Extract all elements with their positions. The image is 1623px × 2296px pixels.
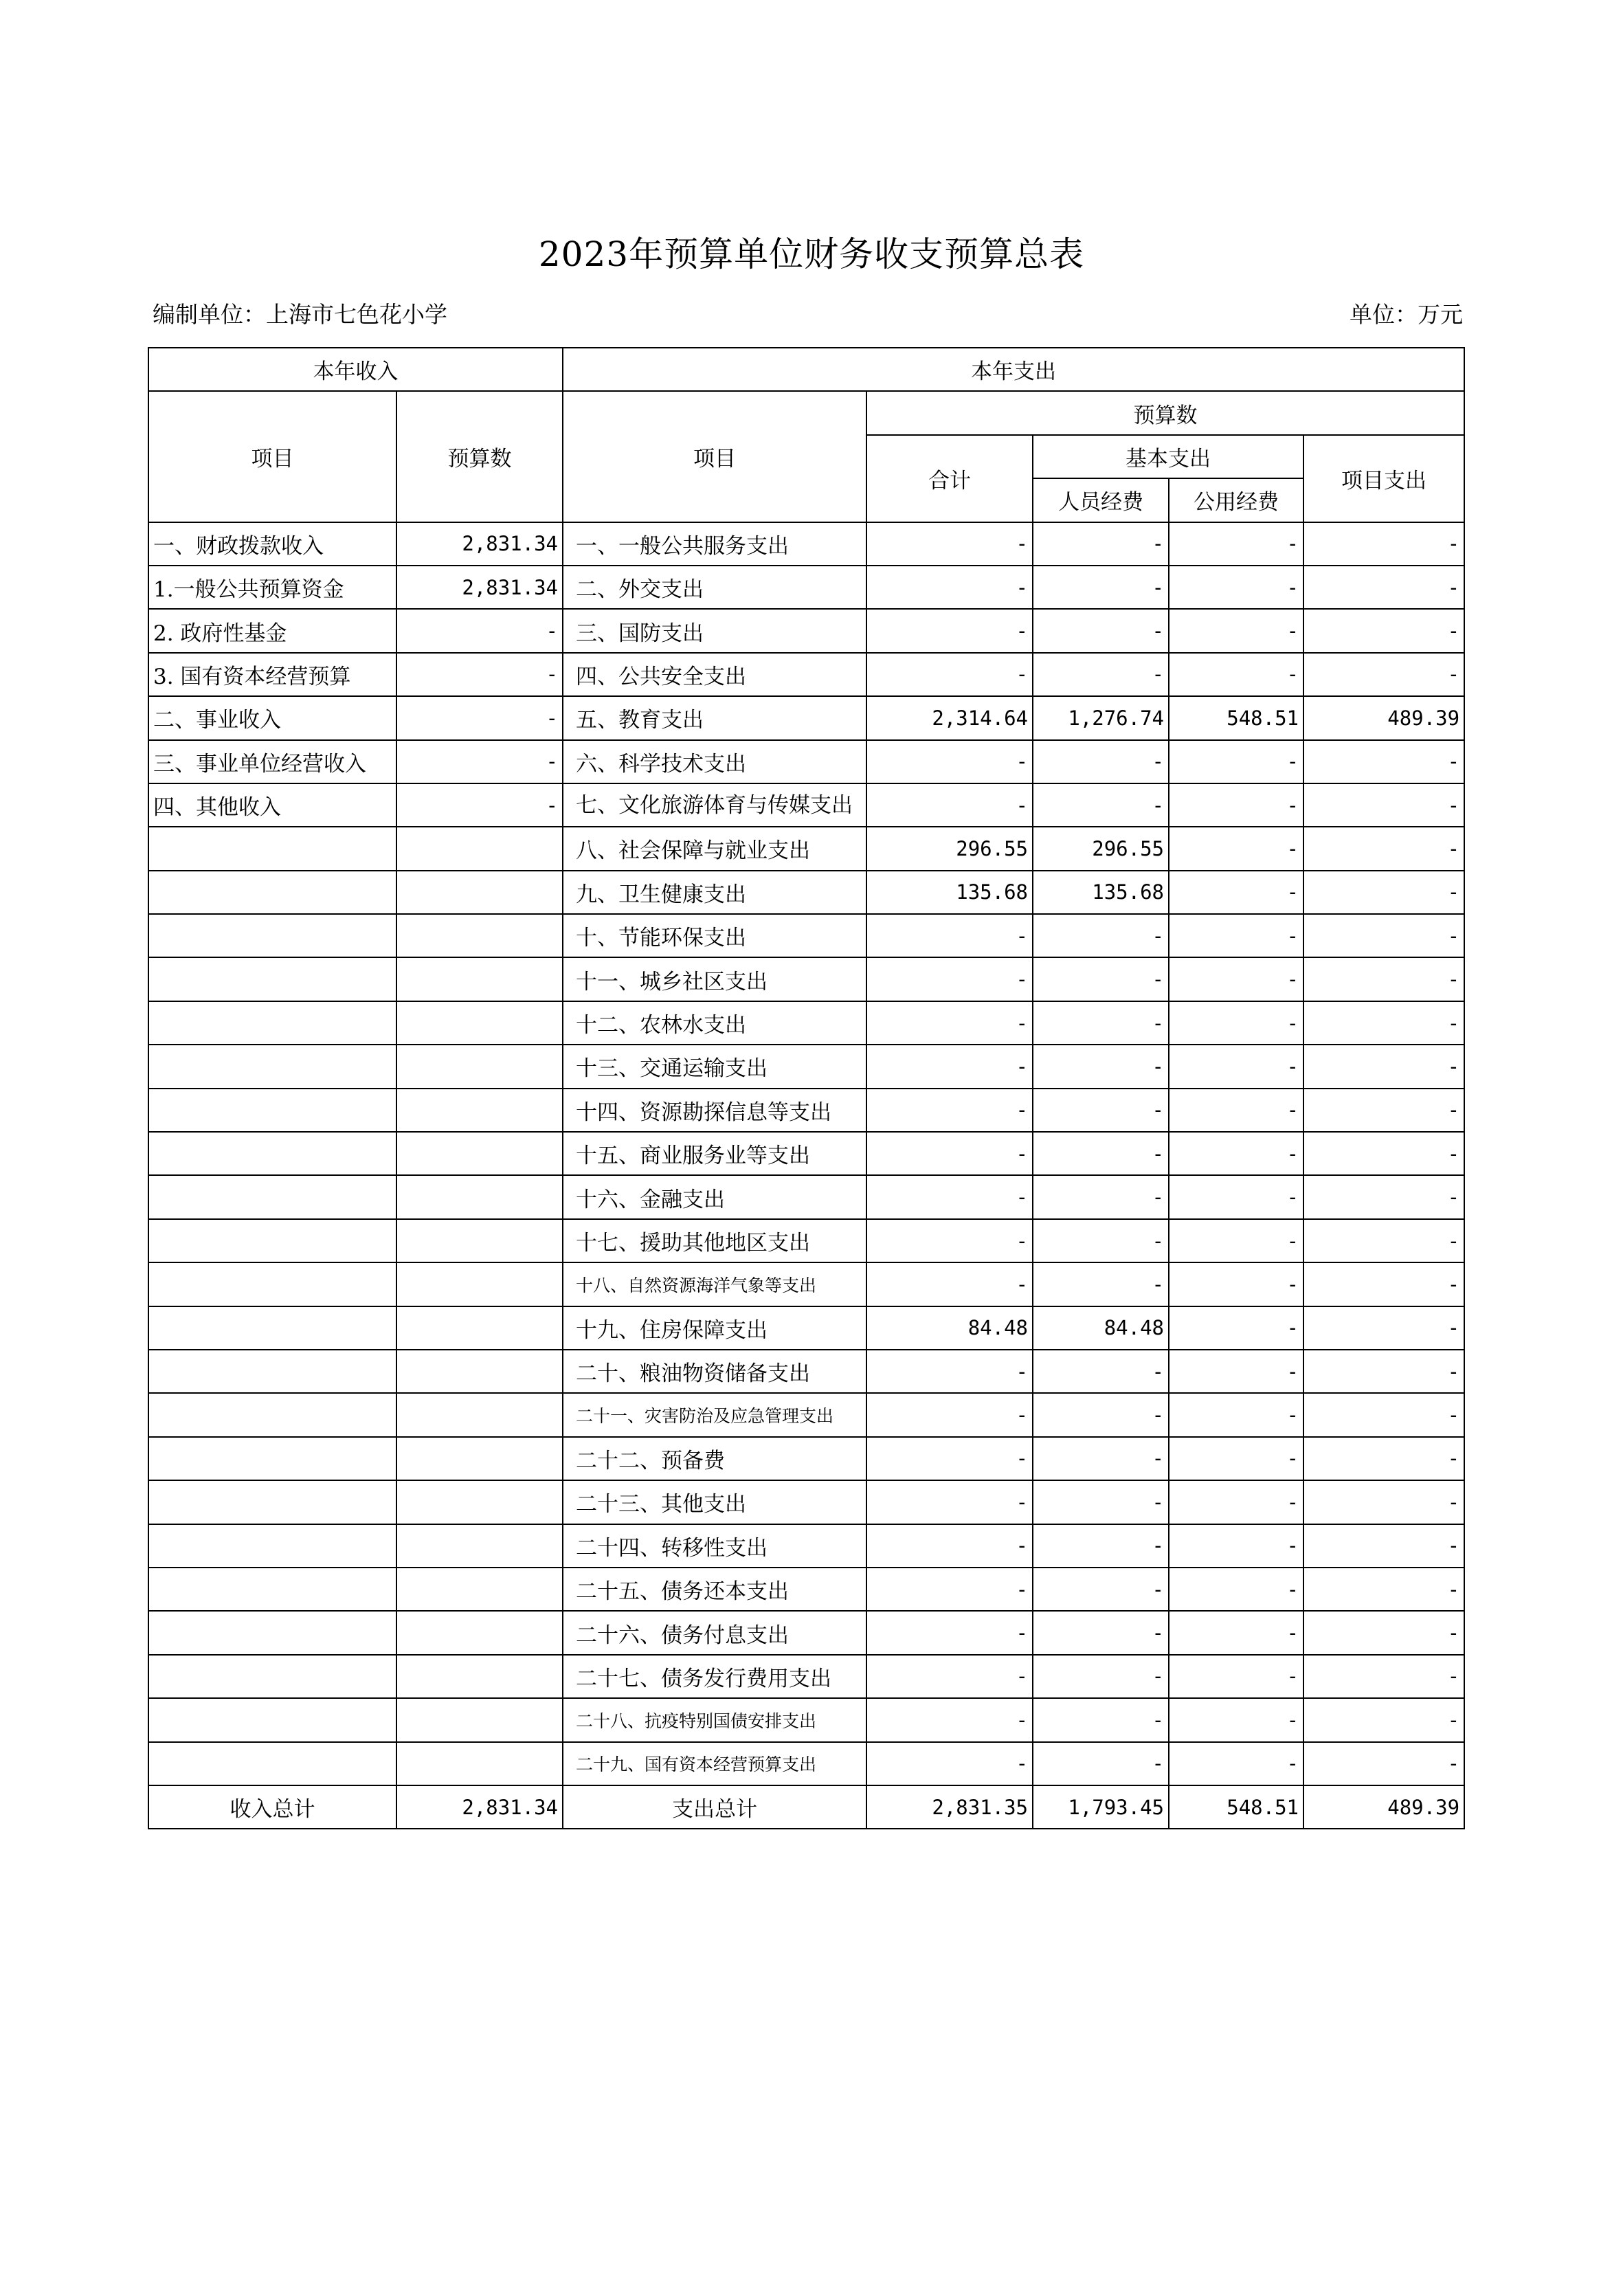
total-value-cell: - xyxy=(866,1437,1033,1480)
total-value-cell: - xyxy=(866,1175,1033,1218)
public-total-value: 548.51 xyxy=(1169,1785,1303,1829)
total-value-cell: - xyxy=(866,1089,1033,1132)
income-item-cell: 2. 政府性基金 xyxy=(148,609,396,652)
expense-item-cell: 十四、资源勘探信息等支出 xyxy=(563,1089,866,1132)
public-value-cell: - xyxy=(1169,1480,1303,1524)
income-value-cell xyxy=(396,914,563,957)
personnel-value-cell: - xyxy=(1033,566,1169,609)
project-value-cell: - xyxy=(1303,522,1464,566)
income-item-cell: 二、事业收入 xyxy=(148,696,396,739)
income-item-cell xyxy=(148,1524,396,1568)
table-row xyxy=(148,1132,1464,1175)
income-value-cell xyxy=(396,1524,563,1568)
public-value-cell: - xyxy=(1169,1219,1303,1262)
public-value-cell: - xyxy=(1169,1437,1303,1480)
public-value-cell: - xyxy=(1169,522,1303,566)
personnel-value-cell: - xyxy=(1033,609,1169,652)
project-value-cell: - xyxy=(1303,1742,1464,1785)
project-value-cell: - xyxy=(1303,957,1464,1001)
total-value-cell: 84.48 xyxy=(866,1306,1033,1350)
income-item-cell xyxy=(148,1742,396,1785)
total-value-cell: - xyxy=(866,1001,1033,1045)
income-item-cell xyxy=(148,871,396,914)
total-value-cell: 135.68 xyxy=(866,871,1033,914)
income-value-cell xyxy=(396,1698,563,1741)
personnel-value-cell: - xyxy=(1033,1045,1169,1088)
project-value-cell: - xyxy=(1303,1001,1464,1045)
table-row xyxy=(148,696,1464,739)
basic-expense-header: 基本支出 xyxy=(1033,435,1303,478)
expense-item-cell: 二十四、转移性支出 xyxy=(563,1524,866,1568)
project-value-cell: - xyxy=(1303,1175,1464,1218)
public-value-cell: - xyxy=(1169,1045,1303,1088)
total-value-cell: - xyxy=(866,1524,1033,1568)
public-value-cell: - xyxy=(1169,1350,1303,1393)
public-value-cell: - xyxy=(1169,957,1303,1001)
table-row xyxy=(148,653,1464,696)
table-row xyxy=(148,957,1464,1001)
total-value-cell: - xyxy=(866,1219,1033,1262)
project-value-cell: 489.39 xyxy=(1303,696,1464,739)
project-value-cell: - xyxy=(1303,740,1464,783)
project-total-value: 489.39 xyxy=(1303,1785,1464,1829)
public-value-cell: 548.51 xyxy=(1169,696,1303,739)
expense-item-cell: 十九、住房保障支出 xyxy=(563,1306,866,1350)
expense-total-value: 2,831.35 xyxy=(866,1785,1033,1829)
income-value-cell xyxy=(396,1568,563,1611)
table-row xyxy=(148,1089,1464,1132)
personnel-value-cell: - xyxy=(1033,1175,1169,1218)
expense-item-cell: 二、外交支出 xyxy=(563,566,866,609)
personnel-value-cell: - xyxy=(1033,740,1169,783)
income-value-cell: - xyxy=(396,609,563,652)
budget-amount-header: 预算数 xyxy=(866,391,1464,434)
total-value-cell: 296.55 xyxy=(866,827,1033,870)
personnel-value-cell: - xyxy=(1033,1480,1169,1524)
income-item-cell: 三、事业单位经营收入 xyxy=(148,740,396,783)
total-value-cell: - xyxy=(866,1568,1033,1611)
personnel-value-cell: - xyxy=(1033,1001,1169,1045)
income-value-cell xyxy=(396,827,563,870)
income-value-cell: - xyxy=(396,740,563,783)
expense-item-cell: 四、公共安全支出 xyxy=(563,653,866,696)
public-value-cell: - xyxy=(1169,783,1303,827)
income-item-header: 项目 xyxy=(148,391,396,522)
total-value-cell: - xyxy=(866,1742,1033,1785)
income-item-cell xyxy=(148,1480,396,1524)
total-value-cell: - xyxy=(866,522,1033,566)
total-value-cell: - xyxy=(866,1611,1033,1654)
expense-item-cell: 十、节能环保支出 xyxy=(563,914,866,957)
project-value-cell: - xyxy=(1303,566,1464,609)
expense-item-cell: 十六、金融支出 xyxy=(563,1175,866,1218)
project-value-cell: - xyxy=(1303,1132,1464,1175)
table-row xyxy=(148,1045,1464,1088)
total-value-cell: - xyxy=(866,653,1033,696)
income-item-cell xyxy=(148,1655,396,1698)
table-row xyxy=(148,1350,1464,1393)
income-value-cell: - xyxy=(396,783,563,827)
project-value-cell: - xyxy=(1303,1262,1464,1306)
income-item-cell xyxy=(148,1306,396,1350)
personnel-value-cell: 296.55 xyxy=(1033,827,1169,870)
expense-item-cell: 十三、交通运输支出 xyxy=(563,1045,866,1088)
expense-item-cell: 二十六、债务付息支出 xyxy=(563,1611,866,1654)
expense-item-cell: 二十九、国有资本经营预算支出 xyxy=(563,1742,866,1785)
project-value-cell: - xyxy=(1303,1524,1464,1568)
total-value-cell: - xyxy=(866,1655,1033,1698)
public-value-cell: - xyxy=(1169,1262,1303,1306)
income-value-cell: - xyxy=(396,653,563,696)
income-total-value: 2,831.34 xyxy=(396,1785,563,1829)
public-value-cell: - xyxy=(1169,1655,1303,1698)
expense-item-cell: 一、一般公共服务支出 xyxy=(563,522,866,566)
income-item-cell xyxy=(148,1350,396,1393)
income-total-label: 收入总计 xyxy=(148,1785,396,1829)
compiler-unit: 编制单位：上海市七色花小学 xyxy=(153,301,447,328)
total-value-cell: - xyxy=(866,1698,1033,1741)
expense-item-cell: 二十一、灾害防治及应急管理支出 xyxy=(563,1393,866,1436)
personnel-value-cell: - xyxy=(1033,1524,1169,1568)
income-item-cell xyxy=(148,957,396,1001)
table-row xyxy=(148,1262,1464,1306)
currency-unit: 单位：万元 xyxy=(1350,301,1463,328)
total-value-cell: - xyxy=(866,566,1033,609)
project-value-cell: - xyxy=(1303,914,1464,957)
personnel-value-cell: - xyxy=(1033,1350,1169,1393)
income-value-cell xyxy=(396,1001,563,1045)
total-value-cell: - xyxy=(866,914,1033,957)
table-row xyxy=(148,1742,1464,1785)
expense-item-cell: 二十二、预备费 xyxy=(563,1437,866,1480)
public-header: 公用经费 xyxy=(1169,478,1303,522)
public-value-cell: - xyxy=(1169,1132,1303,1175)
expense-item-cell: 十七、援助其他地区支出 xyxy=(563,1219,866,1262)
project-value-cell: - xyxy=(1303,783,1464,827)
public-value-cell: - xyxy=(1169,1698,1303,1741)
personnel-value-cell: - xyxy=(1033,957,1169,1001)
total-header: 合计 xyxy=(866,435,1033,522)
income-budget-header: 预算数 xyxy=(396,391,563,522)
income-value-cell xyxy=(396,957,563,1001)
income-item-cell xyxy=(148,1089,396,1132)
project-value-cell: - xyxy=(1303,1089,1464,1132)
public-value-cell: - xyxy=(1169,609,1303,652)
public-value-cell: - xyxy=(1169,871,1303,914)
table-row xyxy=(148,1001,1464,1045)
table-row xyxy=(148,1175,1464,1218)
project-value-cell: - xyxy=(1303,827,1464,870)
income-item-cell xyxy=(148,1611,396,1654)
total-value-cell: - xyxy=(866,783,1033,827)
personnel-total-value: 1,793.45 xyxy=(1033,1785,1169,1829)
public-value-cell: - xyxy=(1169,1175,1303,1218)
income-item-cell xyxy=(148,1698,396,1741)
expense-item-cell: 十五、商业服务业等支出 xyxy=(563,1132,866,1175)
project-value-cell: - xyxy=(1303,609,1464,652)
income-item-cell xyxy=(148,1175,396,1218)
income-value-cell xyxy=(396,1655,563,1698)
project-value-cell: - xyxy=(1303,1698,1464,1741)
expense-item-cell: 十一、城乡社区支出 xyxy=(563,957,866,1001)
table-row xyxy=(148,1306,1464,1350)
personnel-header: 人员经费 xyxy=(1033,478,1169,522)
table-row xyxy=(148,783,1464,827)
personnel-value-cell: - xyxy=(1033,1089,1169,1132)
expense-item-header: 项目 xyxy=(563,391,866,522)
project-expense-header: 项目支出 xyxy=(1303,435,1464,522)
page-title: 2023年预算单位财务收支预算总表 xyxy=(538,234,1085,274)
income-value-cell: - xyxy=(396,696,563,739)
income-item-cell xyxy=(148,1219,396,1262)
income-item-cell: 四、其他收入 xyxy=(148,783,396,827)
table-row xyxy=(148,871,1464,914)
public-value-cell: - xyxy=(1169,1611,1303,1654)
income-item-cell xyxy=(148,827,396,870)
income-item-cell xyxy=(148,1045,396,1088)
personnel-value-cell: - xyxy=(1033,1698,1169,1741)
expense-item-cell: 二十五、债务还本支出 xyxy=(563,1568,866,1611)
income-item-cell xyxy=(148,1132,396,1175)
public-value-cell: - xyxy=(1169,566,1303,609)
expense-item-cell: 十八、自然资源海洋气象等支出 xyxy=(563,1262,866,1306)
personnel-value-cell: - xyxy=(1033,1611,1169,1654)
public-value-cell: - xyxy=(1169,914,1303,957)
table-row xyxy=(148,1437,1464,1480)
total-value-cell: - xyxy=(866,1262,1033,1306)
income-value-cell xyxy=(396,1219,563,1262)
project-value-cell: - xyxy=(1303,1568,1464,1611)
table-row xyxy=(148,1698,1464,1741)
income-item-cell xyxy=(148,1393,396,1436)
personnel-value-cell: - xyxy=(1033,1655,1169,1698)
income-value-cell xyxy=(396,1480,563,1524)
public-value-cell: - xyxy=(1169,827,1303,870)
expense-item-cell: 六、科学技术支出 xyxy=(563,740,866,783)
table-row xyxy=(148,609,1464,652)
total-value-cell: - xyxy=(866,740,1033,783)
income-value-cell xyxy=(396,1175,563,1218)
income-item-cell: 一、财政拨款收入 xyxy=(148,522,396,566)
income-value-cell xyxy=(396,1089,563,1132)
public-value-cell: - xyxy=(1169,1393,1303,1436)
table-row xyxy=(148,1393,1464,1436)
project-value-cell: - xyxy=(1303,1306,1464,1350)
project-value-cell: - xyxy=(1303,1393,1464,1436)
public-value-cell: - xyxy=(1169,1306,1303,1350)
income-value-cell xyxy=(396,1611,563,1654)
personnel-value-cell: - xyxy=(1033,1568,1169,1611)
personnel-value-cell: - xyxy=(1033,1437,1169,1480)
public-value-cell: - xyxy=(1169,740,1303,783)
personnel-value-cell: - xyxy=(1033,1393,1169,1436)
project-value-cell: - xyxy=(1303,1437,1464,1480)
table-row xyxy=(148,566,1464,609)
personnel-value-cell: - xyxy=(1033,914,1169,957)
table-row xyxy=(148,1655,1464,1698)
personnel-value-cell: - xyxy=(1033,1262,1169,1306)
total-value-cell: - xyxy=(866,1350,1033,1393)
project-value-cell: - xyxy=(1303,1611,1464,1654)
expense-item-cell: 九、卫生健康支出 xyxy=(563,871,866,914)
expense-item-cell: 八、社会保障与就业支出 xyxy=(563,827,866,870)
personnel-value-cell: - xyxy=(1033,1742,1169,1785)
income-item-cell xyxy=(148,1262,396,1306)
income-item-cell xyxy=(148,1568,396,1611)
table-row xyxy=(148,740,1464,783)
income-item-cell: 1.一般公共预算资金 xyxy=(148,566,396,609)
project-value-cell: - xyxy=(1303,1219,1464,1262)
personnel-value-cell: - xyxy=(1033,1132,1169,1175)
project-value-cell: - xyxy=(1303,1350,1464,1393)
income-value-cell xyxy=(396,1742,563,1785)
total-value-cell: - xyxy=(866,1393,1033,1436)
income-value-cell: 2,831.34 xyxy=(396,522,563,566)
public-value-cell: - xyxy=(1169,1001,1303,1045)
income-value-cell: 2,831.34 xyxy=(396,566,563,609)
income-value-cell xyxy=(396,1437,563,1480)
personnel-value-cell: - xyxy=(1033,522,1169,566)
total-value-cell: 2,314.64 xyxy=(866,696,1033,739)
income-item-cell xyxy=(148,1437,396,1480)
expense-item-cell: 七、文化旅游体育与传媒支出 xyxy=(563,783,866,827)
expense-item-cell: 五、教育支出 xyxy=(563,696,866,739)
personnel-value-cell: - xyxy=(1033,783,1169,827)
income-value-cell xyxy=(396,1132,563,1175)
table-row xyxy=(148,1219,1464,1262)
expense-item-cell: 三、国防支出 xyxy=(563,609,866,652)
table-row xyxy=(148,1611,1464,1654)
table-row xyxy=(148,827,1464,870)
public-value-cell: - xyxy=(1169,653,1303,696)
personnel-value-cell: 135.68 xyxy=(1033,871,1169,914)
personnel-value-cell: 1,276.74 xyxy=(1033,696,1169,739)
project-value-cell: - xyxy=(1303,1655,1464,1698)
table-row xyxy=(148,1480,1464,1524)
expense-item-cell: 十二、农林水支出 xyxy=(563,1001,866,1045)
income-item-cell xyxy=(148,1001,396,1045)
public-value-cell: - xyxy=(1169,1568,1303,1611)
public-value-cell: - xyxy=(1169,1742,1303,1785)
public-value-cell: - xyxy=(1169,1089,1303,1132)
totals-row xyxy=(148,1785,1464,1829)
table-row xyxy=(148,1524,1464,1568)
table-row xyxy=(148,914,1464,957)
total-value-cell: - xyxy=(866,957,1033,1001)
expense-item-cell: 二十、粮油物资储备支出 xyxy=(563,1350,866,1393)
income-value-cell xyxy=(396,1262,563,1306)
expense-section-header: 本年支出 xyxy=(563,348,1464,391)
table-row xyxy=(148,1568,1464,1611)
income-item-cell: 3. 国有资本经营预算 xyxy=(148,653,396,696)
table-row xyxy=(148,522,1464,566)
personnel-value-cell: - xyxy=(1033,653,1169,696)
income-value-cell xyxy=(396,1393,563,1436)
income-value-cell xyxy=(396,1350,563,1393)
expense-item-cell: 二十八、抗疫特别国债安排支出 xyxy=(563,1698,866,1741)
expense-item-cell: 二十七、债务发行费用支出 xyxy=(563,1655,866,1698)
income-value-cell xyxy=(396,1045,563,1088)
income-section-header: 本年收入 xyxy=(148,348,563,391)
income-value-cell xyxy=(396,1306,563,1350)
income-item-cell xyxy=(148,914,396,957)
total-value-cell: - xyxy=(866,1132,1033,1175)
project-value-cell: - xyxy=(1303,653,1464,696)
budget-summary-table xyxy=(148,347,1465,1829)
project-value-cell: - xyxy=(1303,1480,1464,1524)
income-value-cell xyxy=(396,871,563,914)
expense-total-label: 支出总计 xyxy=(563,1785,866,1829)
personnel-value-cell: 84.48 xyxy=(1033,1306,1169,1350)
personnel-value-cell: - xyxy=(1033,1219,1169,1262)
project-value-cell: - xyxy=(1303,1045,1464,1088)
expense-item-cell: 二十三、其他支出 xyxy=(563,1480,866,1524)
public-value-cell: - xyxy=(1169,1524,1303,1568)
total-value-cell: - xyxy=(866,1045,1033,1088)
total-value-cell: - xyxy=(866,609,1033,652)
total-value-cell: - xyxy=(866,1480,1033,1524)
project-value-cell: - xyxy=(1303,871,1464,914)
